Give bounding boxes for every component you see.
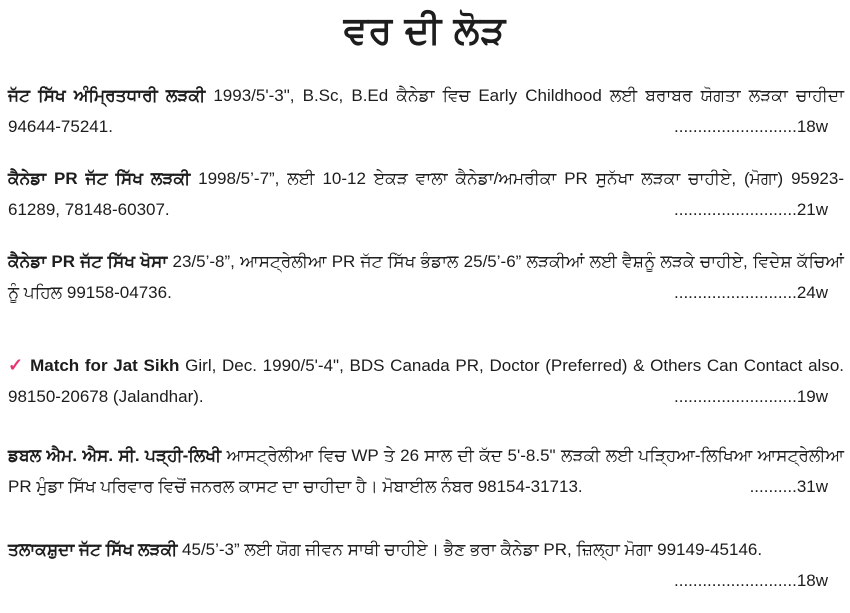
- ad-body: 23/5’-8”, ਆਸਟ੍ਰੇਲੀਆ PR ਜੱਟ ਸਿੱਖ ਭੰਡਾਲ 25/5’-6” ਲੜਕੀਆਂ ਲਈ ਵੈਸ਼ਨੂੰ ਲੜਕੇ ਚਾਹੀਏ, ਵਿਦੇਸ਼ ਕੱਚਿਆਂ ਨੂੰ ਪਹਿਲ 99158-04736.: [8, 252, 844, 302]
- ad-reference: [666, 194, 828, 225]
- leader-dots: ..........................: [674, 117, 797, 136]
- ad-reference: [666, 381, 828, 412]
- classified-ad-3: [8, 246, 844, 308]
- ad-lead: ਕੈਨੇਡਾ PR ਜੱਟ ਸਿੱਖ ਖੋਸਾ: [8, 252, 168, 271]
- leader-dots: ..........................: [674, 283, 797, 302]
- ad-body: ਆਸਟ੍ਰੇਲੀਆ ਵਿਚ WP ਤੇ 26 ਸਾਲ ਦੀ ਕੱਦ 5'-8.5" ਲੜਕੀ ਲਈ ਪੜ੍ਹਿਆ-ਲਿਖਿਆ ਆਸਟ੍ਰੇਲੀਆ PR ਮੁੰਡਾ ਸਿੱਖ ਪਰਿਵਾਰ ਵਿਚੋਂ ਜਨਰਲ ਕਾਸਟ ਦਾ ਚਾਹੀਦਾ ਹੈ। ਮੋਬਾਈਲ ਨੰਬਰ 98154-31713.: [8, 446, 844, 496]
- classified-ad-4: [8, 350, 844, 412]
- ad-ref-code: 18w: [796, 117, 828, 136]
- classified-ad-1: [8, 80, 844, 142]
- ad-body: 45/5’-3” ਲਈ ਯੋਗ ਜੀਵਨ ਸਾਥੀ ਚਾਹੀਏ। ਭੈਣ ਭਰਾ ਕੈਨੇਡਾ PR, ਜ਼ਿਲ੍ਹਾ ਮੋਗਾ 99149-45146.: [177, 540, 763, 559]
- ad-ref-code: 19w: [796, 387, 828, 406]
- ad-body: 1993/5'-3", B.Sc, B.Ed ਕੈਨੇਡਾ ਵਿਚ Early Childhood ਲਈ ਬਰਾਬਰ ਯੋਗਤਾ ਲੜਕਾ ਚਾਹੀਦਾ 94644-75241.: [8, 86, 844, 136]
- classified-ad-5: [8, 440, 844, 502]
- ad-lead: ਤਲਾਕਸ਼ੁਦਾ ਜੱਟ ਸਿੱਖ ਲੜਕੀ: [8, 540, 178, 559]
- ad-reference: [666, 565, 828, 596]
- verified-check-icon: ✓: [8, 355, 25, 375]
- leader-dots: ..........................: [674, 200, 797, 219]
- ad-lead: ਜੱਟ ਸਿੱਖ ਅੰਮ੍ਰਿਤਧਾਰੀ ਲੜਕੀ: [8, 86, 206, 105]
- ad-ref-code: 18w: [796, 571, 828, 590]
- ad-ref-code: 24w: [796, 283, 828, 302]
- leader-dots: ..........................: [674, 571, 797, 590]
- ad-body: 1998/5’-7”, ਲਈ 10-12 ਏਕੜ ਵਾਲਾ ਕੈਨੇਡਾ/ਅਮਰੀਕਾ PR ਸੁਨੱਖਾ ਲੜਕਾ ਚਾਹੀਏ, (ਮੋਗਾ) 95923-61289, 78148-60307.: [8, 169, 844, 219]
- page-title: ਵਰ ਦੀ ਲੋੜ: [343, 10, 507, 52]
- classified-ad-6: [8, 534, 844, 596]
- classified-ad-2: [8, 163, 844, 225]
- ad-lead: ਕੈਨੇਡਾ PR ਜੱਟ ਸਿੱਖ ਲੜਕੀ: [8, 169, 191, 188]
- leader-dots: ..........: [749, 477, 797, 496]
- ad-reference: [742, 471, 828, 502]
- ad-text: [8, 440, 844, 502]
- ad-reference: [666, 111, 828, 142]
- ad-ref-code: 21w: [796, 200, 828, 219]
- ad-body: Girl, Dec. 1990/5'-4", BDS Canada PR, Doctor (Preferred) & Others Can Contact also. 98150-20678 (Jalandhar).: [8, 356, 844, 406]
- ads-list: [0, 80, 850, 596]
- ad-text: [8, 534, 844, 565]
- ad-lead: Match for Jat Sikh: [30, 356, 180, 375]
- ad-ref-code: 31w: [796, 477, 828, 496]
- ad-reference: [666, 277, 828, 308]
- ad-lead: ਡਬਲ ਐਮ. ਐਸ. ਸੀ. ਪੜ੍ਹੀ-ਲਿਖੀ: [8, 446, 222, 465]
- leader-dots: ..........................: [674, 387, 797, 406]
